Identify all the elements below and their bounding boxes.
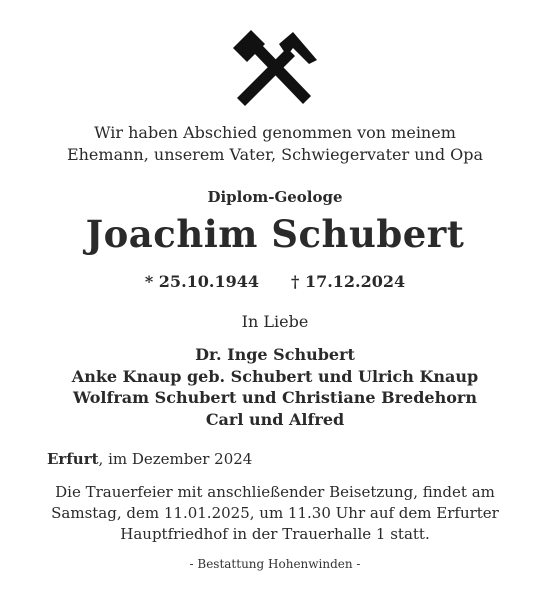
ceremony-info bbox=[0, 482, 550, 545]
love-line: In Liebe bbox=[241, 312, 309, 331]
intro-line-2: Ehemann, unserem Vater, Schwiegervater und Opa bbox=[66, 145, 484, 164]
family-member: Carl und Alfred bbox=[205, 409, 345, 429]
intro-line-1: Wir haben Abschied genommen von meinem bbox=[94, 123, 456, 142]
life-dates bbox=[0, 272, 550, 291]
family-member: Dr. Inge Schubert bbox=[195, 345, 355, 364]
place-date: , im Dezember 2024 bbox=[98, 450, 253, 468]
ceremony-line-2: Samstag, dem 11.01.2025, um 11.30 Uhr auf dem Erfurter bbox=[51, 504, 499, 522]
ceremony-line-3: Hauptfriedhof in der Trauerhalle 1 statt. bbox=[120, 525, 430, 543]
intro-text bbox=[0, 122, 550, 166]
birth-date: * 25.10.1944 bbox=[144, 272, 259, 291]
place-and-date bbox=[47, 450, 252, 468]
deceased-name: Joachim Schubert bbox=[85, 212, 465, 256]
family-member: Wolfram Schubert und Christiane Bredehorn bbox=[73, 388, 477, 407]
death-date: † 17.12.2024 bbox=[291, 272, 406, 291]
funeral-home-footer: - Bestattung Hohenwinden - bbox=[189, 557, 361, 571]
ceremony-line-1: Die Trauerfeier mit anschließender Beisetzung, findet am bbox=[55, 483, 495, 501]
family-member: Anke Knaup geb. Schubert und Ulrich Knaup bbox=[71, 366, 479, 386]
place-city: Erfurt bbox=[47, 450, 99, 468]
deceased-title: Diplom-Geologe bbox=[207, 188, 343, 206]
family-list bbox=[0, 344, 550, 430]
hammer-and-pick-icon bbox=[231, 30, 317, 106]
